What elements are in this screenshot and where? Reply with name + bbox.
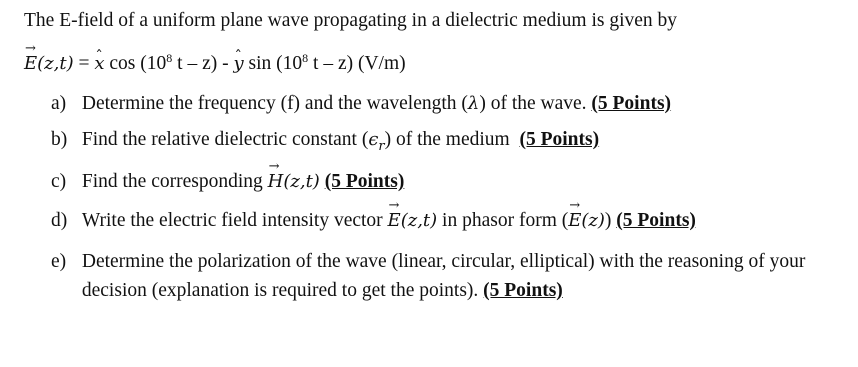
question-marker: a) bbox=[51, 93, 67, 114]
problem-intro: The E-field of a uniform plane wave propagating in a dielectric medium is given by bbox=[24, 10, 678, 31]
text-segment: in phasor form ( bbox=[437, 210, 569, 231]
points-label: (5 Points) bbox=[324, 171, 405, 192]
question-marker: c) bbox=[51, 171, 67, 192]
cos-function: cos bbox=[109, 53, 136, 74]
x-unit-vector: ˆ x bbox=[94, 53, 104, 74]
h-vector-args: (z,t) bbox=[283, 171, 320, 192]
text-segment: Find the relative dielectric constant ( bbox=[81, 129, 369, 150]
term1-exponent: 8 bbox=[166, 51, 173, 65]
text-segment: ) of the medium bbox=[384, 129, 510, 150]
text-line: Determine the polarization of the wave (linear, circular, elliptical) with the reasoning of your bbox=[81, 251, 806, 272]
question-item-d bbox=[51, 210, 696, 232]
term1-close: t – z) - bbox=[172, 53, 234, 74]
text-segment: ) of the wave. bbox=[479, 93, 587, 114]
text-segment: Determine the frequency (f) and the wavelength ( bbox=[81, 93, 468, 114]
e-vector-args: (z,t) bbox=[37, 53, 74, 74]
points-label: (5 Points) bbox=[616, 210, 696, 231]
sin-function: sin bbox=[248, 53, 272, 74]
question-text bbox=[82, 129, 599, 154]
term1-open: (10 bbox=[140, 53, 167, 74]
points-label: (5 Points) bbox=[519, 129, 600, 150]
text-line: decision (explanation is required to get the points). bbox=[81, 280, 479, 301]
text-segment: Find the corresponding bbox=[81, 171, 268, 192]
term2-exponent: 8 bbox=[302, 51, 309, 65]
e-phasor-args: (z) bbox=[581, 210, 605, 231]
h-vector-symbol: → H bbox=[268, 171, 284, 192]
points-label: (5 Points) bbox=[483, 280, 563, 301]
text-segment: ) bbox=[604, 210, 612, 231]
y-unit-vector: ˆ y bbox=[233, 53, 243, 74]
field-equation bbox=[24, 53, 406, 75]
term2-close: t – z) (V/m) bbox=[308, 53, 406, 74]
question-item-b bbox=[51, 129, 599, 154]
epsilon-symbol: ϵ bbox=[368, 129, 379, 150]
text-segment: Write the electric field intensity vector bbox=[81, 210, 388, 231]
question-marker: e) bbox=[51, 251, 67, 272]
term2-open: (10 bbox=[276, 53, 303, 74]
question-text bbox=[82, 93, 671, 115]
equals-sign: = bbox=[78, 53, 90, 74]
e-vector-args: (z,t) bbox=[400, 210, 438, 231]
question-marker: d) bbox=[51, 210, 68, 231]
e-vector-symbol: → E bbox=[388, 210, 401, 231]
question-text bbox=[82, 171, 404, 193]
cropped-footer bbox=[0, 362, 858, 367]
question-marker: b) bbox=[51, 129, 68, 150]
question-item-a bbox=[51, 93, 671, 115]
question-item-e bbox=[51, 247, 805, 305]
e-phasor-symbol: → E bbox=[568, 210, 581, 231]
points-label: (5 Points) bbox=[591, 93, 672, 114]
epsilon-subscript: r bbox=[378, 138, 385, 154]
e-vector-symbol: → E bbox=[24, 53, 37, 74]
lambda-symbol: λ bbox=[467, 93, 480, 114]
question-item-c bbox=[51, 171, 404, 193]
question-text bbox=[82, 210, 696, 232]
question-text bbox=[82, 247, 805, 305]
